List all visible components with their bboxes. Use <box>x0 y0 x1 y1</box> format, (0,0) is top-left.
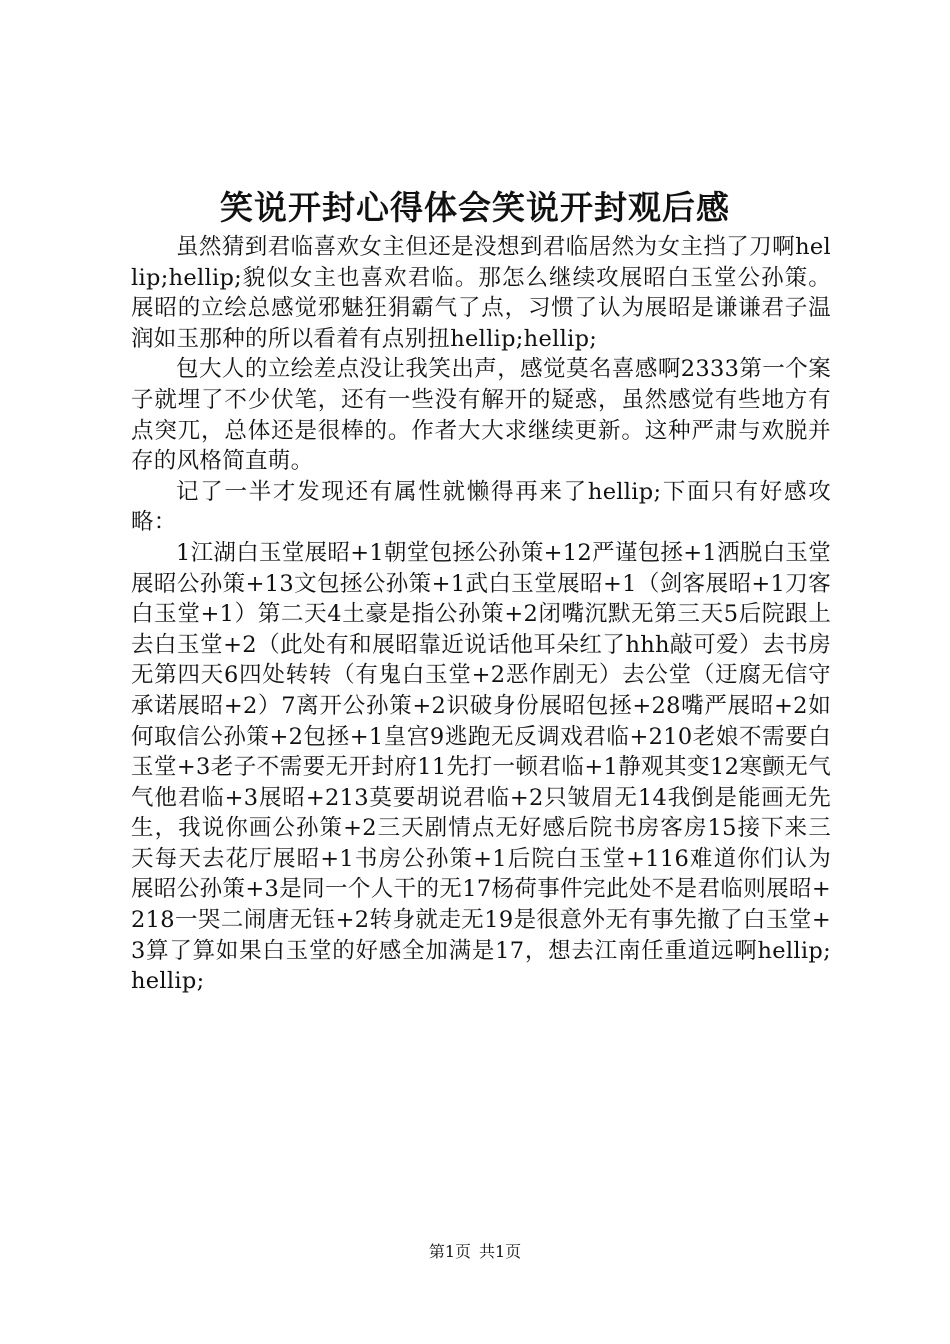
paragraph: 包大人的立绘差点没让我笑出声，感觉莫名喜感啊2333第一个案子就埋了不少伏笔，还有一些没有解开的疑惑，虽然感觉有些地方有点突兀，总体还是很棒的。作者大大求继续更新。这种严肃与欢脱并存的风格简直萌。 <box>131 356 831 475</box>
paragraph: 虽然猜到君临喜欢女主但还是没想到君临居然为女主挡了刀啊hellip;hellip;貌似女主也喜欢君临。那怎么继续攻展昭白玉堂公孙策。展昭的立绘总感觉邪魅狂狷霸气了点，习惯了认为展昭是谦谦君子温润如玉那种的所以看着有点别扭hellip;hellip; <box>131 234 831 352</box>
page-title: 笑说开封心得体会笑说开封观后感 <box>220 188 730 227</box>
paragraph: 记了一半才发现还有属性就懒得再来了hellip;下面只有好感攻略： <box>131 478 831 536</box>
page-footer <box>0 1242 950 1262</box>
page-number: 第1页 <box>428 1242 471 1261</box>
paragraph: 1江湖白玉堂展昭+1朝堂包拯公孙策+12严谨包拯+1洒脱白玉堂展昭公孙策+13文包拯公孙策+1武白玉堂展昭+1（剑客展昭+1刀客白玉堂+1）第二天4土豪是指公孙策+2闭嘴沉默无第三天5后院跟上去白玉堂+2（此处有和展昭靠近说话他耳朵红了hhh敲可爱）去书房无第四天6四处转转（有鬼白玉堂+2恶作剧无）去公堂（迂腐无信守承诺展昭+2）7离开公孙策+2识破身份展昭包拯+28嘴严展昭+2如何取信公孙策+2包拯+1皇宫9逃跑无反调戏君临+210老娘不需要白玉堂+3老子不需要无开封府11先打一顿君临+1静观其变12寒颤无气气他君临+3展昭+213莫要胡说君临+2只皱眉无14我倒是能画无先生，我说你画公孙策+2三天剧情点无好感后院书房客房15接下来三天每天去花厅展昭+1书房公孙策+1后院白玉堂+116难道你们认为展昭公孙策+3是同一个人干的无17杨荷事件完此处不是君临则展昭+218一哭二闹唐无钰+2转身就走无19是很意外无有事先撤了白玉堂+3算了算如果白玉堂的好感全加满是17，想去江南任重道远啊hellip;hellip; <box>131 539 831 995</box>
document-body <box>131 232 831 997</box>
page-total: 共1页 <box>479 1242 522 1261</box>
